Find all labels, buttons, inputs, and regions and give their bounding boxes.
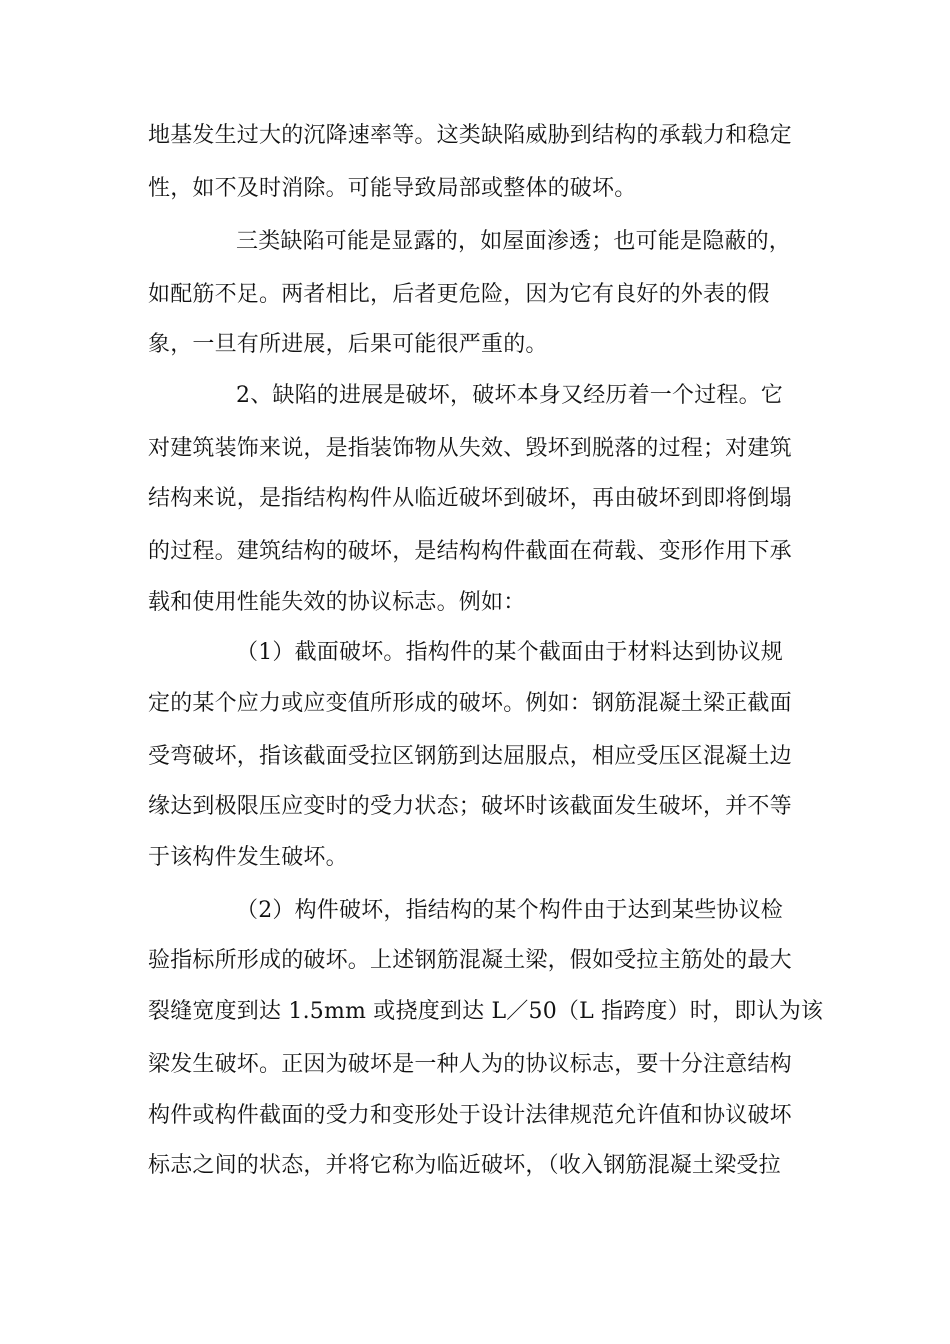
text-line: 裂缝宽度到达 1.5mm 或挠度到达 L／50（L 指跨度）时，即认为该 [148, 999, 824, 1024]
text-line: （1）截面破坏。指构件的某个截面由于材料达到协议规 [236, 640, 783, 665]
text-line: 受弯破坏，指该截面受拉区钢筋到达屈服点，相应受压区混凝土边 [148, 744, 792, 769]
text-line: 标志之间的状态，并将它称为临近破坏，（收入钢筋混凝土梁受拉 [148, 1153, 781, 1178]
text-line: 载和使用性能失效的协议标志。例如： [148, 590, 526, 615]
text-line: 三类缺陷可能是显露的，如屋面渗透；也可能是隐蔽的， [236, 229, 792, 254]
text-line: 地基发生过大的沉降速率等。这类缺陷威胁到结构的承载力和稳定 [148, 123, 792, 148]
text-line: 构件或构件截面的受力和变形处于设计法律规范允许值和协议破坏 [148, 1103, 792, 1128]
text-line: 于该构件发生破坏。 [148, 845, 348, 870]
text-line: （2）构件破坏，指结构的某个构件由于达到某些协议检 [236, 898, 783, 923]
text-line: 梁发生破坏。正因为破坏是一种人为的协议标志，要十分注意结构 [148, 1052, 792, 1077]
text-line: 定的某个应力或应变值所形成的破坏。例如：钢筋混凝土梁正截面 [148, 691, 792, 716]
text-line: 缘达到极限压应变时的受力状态；破坏时该截面发生破坏，并不等 [148, 794, 792, 819]
text-line: 性，如不及时消除。可能导致局部或整体的破坏。 [148, 176, 637, 201]
text-line: 对建筑装饰来说，是指装饰物从失效、毁坏到脱落的过程；对建筑 [148, 436, 792, 461]
text-line: 象，一旦有所进展，后果可能很严重的。 [148, 332, 548, 357]
text-line: 的过程。建筑结构的破坏，是结构构件截面在荷载、变形作用下承 [148, 539, 792, 564]
text-line: 结构来说，是指结构构件从临近破坏到破坏，再由破坏到即将倒塌 [148, 486, 792, 511]
text-line: 如配筋不足。两者相比，后者更危险，因为它有良好的外表的假 [148, 282, 770, 307]
text-line: 2、缺陷的进展是破坏，破坏本身又经历着一个过程。它 [236, 383, 783, 408]
text-line: 验指标所形成的破坏。上述钢筋混凝土梁，假如受拉主筋处的最大 [148, 948, 792, 973]
